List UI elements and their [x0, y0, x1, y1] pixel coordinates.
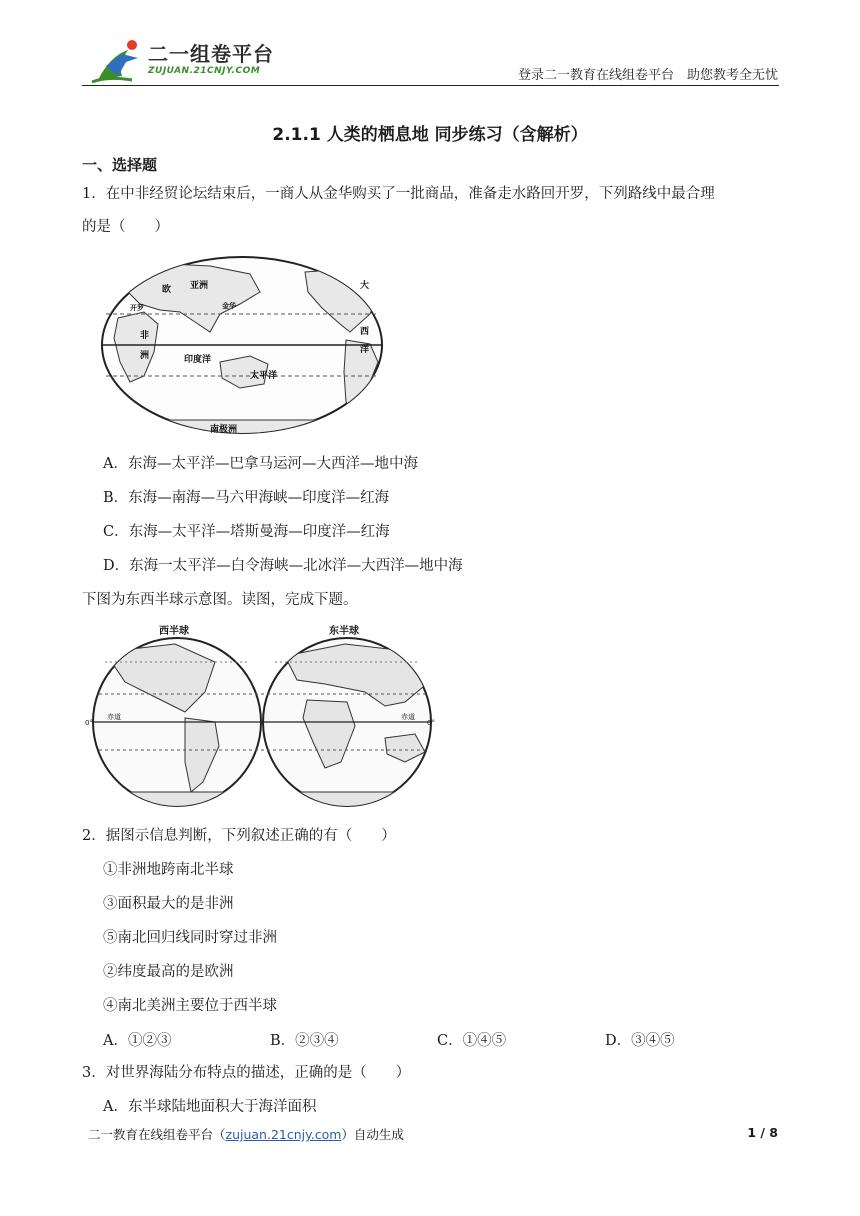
question-3-option-a[interactable]: A．东半球陆地面积大于海洋面积	[103, 1099, 317, 1115]
map-label-asia: 亚洲	[190, 281, 209, 291]
runner-logo-icon	[88, 36, 148, 86]
question-1-option-b[interactable]: B．东海—南海—马六甲海峡—印度洋—红海	[103, 490, 390, 506]
east-west-hemisphere-map	[85, 622, 440, 812]
page-number: 1 / 8	[747, 1125, 778, 1140]
question-1-option-d[interactable]: D．东海一太平洋—白令海峡—北冰洋—大西洋—地中海	[103, 558, 463, 574]
map-label-atlantic-2: 西	[360, 327, 370, 337]
question-2-intro: 下图为东西半球示意图。读图，完成下题。	[82, 592, 358, 608]
question-1-option-a[interactable]: A．东海—太平洋—巴拿马运河—大西洋—地中海	[103, 456, 418, 472]
question-1-stem-line2: 的是（ ）	[82, 219, 169, 235]
question-2-statement-2: ②纬度最高的是欧洲	[103, 964, 234, 980]
site-logo[interactable]	[88, 36, 288, 86]
footer-source	[88, 1125, 404, 1143]
equator-label-west: 赤道	[107, 713, 121, 721]
question-2-statement-3: ③面积最大的是非洲	[103, 896, 234, 912]
question-2-statement-5: ⑤南北回归线同时穿过非洲	[103, 930, 277, 946]
map-label-cairo: 开罗	[130, 304, 144, 312]
map-label-indian-ocean: 印度洋	[184, 355, 212, 365]
map-label-atlantic-3: 洋	[360, 345, 370, 355]
question-2-options-row	[103, 1029, 783, 1051]
question-2-option-a[interactable]: A．①②③	[103, 1033, 172, 1049]
pacific-centered-world-map	[100, 252, 385, 438]
question-1-stem-line1: 1．在中非经贸论坛结束后，一商人从金华购买了一批商品，准备走水路回开罗，下列路线中最合理	[82, 186, 715, 202]
eastern-hemisphere-label: 东半球	[329, 626, 359, 637]
map-label-africa-1: 非	[140, 331, 150, 341]
footer-link[interactable]: zujuan.21cnjy.com	[225, 1127, 342, 1142]
map-label-antarctica: 南极洲	[210, 425, 238, 435]
document-title: 2.1.1 人类的栖息地 同步练习（含解析）	[272, 125, 588, 145]
map-label-jinhua: 金华	[222, 302, 236, 310]
map-label-europe: 欧	[162, 285, 172, 295]
zero-degree-right: 0°	[427, 719, 435, 727]
zero-degree-left: 0°	[85, 719, 93, 727]
map-label-pacific-ocean: 太平洋	[250, 371, 278, 381]
question-2-option-d[interactable]: D．③④⑤	[605, 1033, 675, 1049]
question-2-option-c[interactable]: C．①④⑤	[437, 1033, 507, 1049]
logo-text: 二一组卷平台	[148, 42, 274, 66]
footer-prefix: 二一教育在线组卷平台（	[88, 1127, 226, 1142]
question-1-option-c[interactable]: C．东海—太平洋—塔斯曼海—印度洋—红海	[103, 524, 390, 540]
question-2-option-b[interactable]: B．②③④	[270, 1033, 339, 1049]
logo-subtext: ZUJUAN.21CNJY.COM	[148, 66, 261, 76]
question-2-stem: 2．据图示信息判断，下列叙述正确的有（ ）	[82, 828, 396, 844]
question-2-statement-1: ①非洲地跨南北半球	[103, 862, 234, 878]
header-slogan: 登录二一教育在线组卷平台 助您教考全无忧	[517, 68, 778, 83]
map-label-africa-2: 洲	[140, 351, 150, 361]
footer-suffix: ）自动生成	[341, 1127, 404, 1142]
equator-label-east: 赤道	[401, 713, 415, 721]
question-2-statement-4: ④南北美洲主要位于西半球	[103, 998, 277, 1014]
map-label-atlantic-1: 大	[360, 281, 370, 291]
western-hemisphere-label: 西半球	[159, 626, 189, 637]
question-3-stem: 3．对世界海陆分布特点的描述，正确的是（ ）	[82, 1065, 411, 1081]
header-divider	[82, 85, 779, 86]
section-heading: 一、选择题	[82, 156, 158, 174]
